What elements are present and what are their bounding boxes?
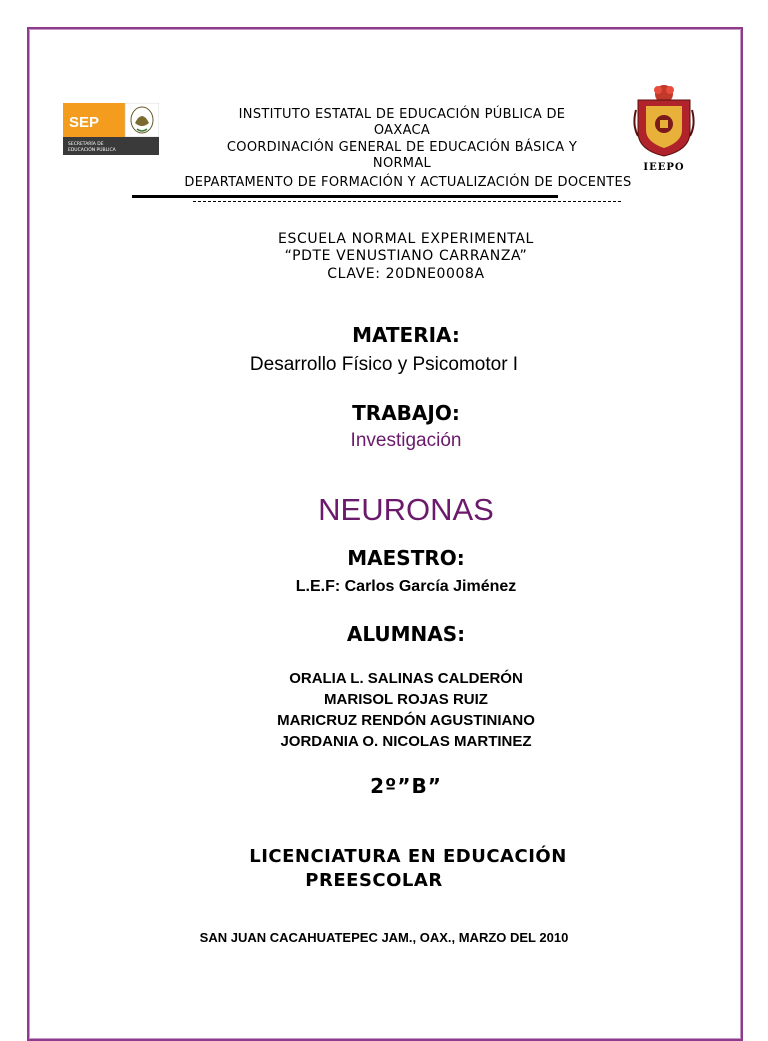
work-label: TRABAJO: bbox=[352, 401, 460, 425]
header-dashed-rule bbox=[193, 201, 621, 202]
student-name: MARICRUZ RENDÓN AGUSTINIANO bbox=[277, 712, 535, 729]
header-rule bbox=[132, 195, 558, 198]
degree-line-2: PREESCOLAR bbox=[305, 870, 443, 891]
school-name: ESCUELA NORMAL EXPERIMENTAL bbox=[278, 231, 534, 247]
teacher-name: L.E.F: Carlos García Jiménez bbox=[295, 578, 517, 595]
group-label: 2º”B” bbox=[370, 774, 442, 798]
student-name: ORALIA L. SALINAS CALDERÓN bbox=[289, 670, 523, 687]
sep-logo-subtitle-1: SECRETARÍA DE bbox=[68, 142, 104, 147]
header-line-1: INSTITUTO ESTATAL DE EDUCACIÓN PÚBLICA DE bbox=[238, 107, 566, 122]
sep-logo-subtitle-2: EDUCACIÓN PÚBLICA bbox=[68, 148, 116, 153]
work-value: Investigación bbox=[350, 430, 462, 451]
student-name: JORDANIA O. NICOLAS MARTINEZ bbox=[280, 733, 532, 750]
header-line-2: OAXACA bbox=[373, 123, 431, 138]
degree-line-1: LICENCIATURA EN EDUCACIÓN bbox=[249, 846, 567, 867]
teacher-label: MAESTRO: bbox=[347, 546, 465, 570]
place-date-footer: SAN JUAN CACAHUATEPEC JAM., OAX., MARZO DEL 2010 bbox=[199, 930, 569, 945]
header-line-3: COORDINACIÓN GENERAL DE EDUCACIÓN BÁSICA Y bbox=[226, 140, 578, 155]
school-named-after: “PDTE VENUSTIANO CARRANZA” bbox=[284, 248, 528, 264]
ieepo-logo-text: IEEPO bbox=[643, 162, 685, 172]
subject-label: MATERIA: bbox=[352, 323, 460, 347]
sep-logo-text: SEP bbox=[69, 114, 100, 131]
header-line-4: NORMAL bbox=[372, 156, 432, 171]
topic-title: NEURONAS bbox=[318, 492, 494, 527]
students-label: ALUMNAS: bbox=[346, 622, 466, 646]
subject-value: Desarrollo Físico y Psicomotor I bbox=[249, 354, 519, 375]
school-code: CLAVE: 20DNE0008A bbox=[327, 266, 485, 282]
header-line-5: DEPARTAMENTO DE FORMACIÓN Y ACTUALIZACIÓN DE DOCENTES bbox=[184, 175, 632, 190]
student-name: MARISOL ROJAS RUIZ bbox=[324, 691, 488, 708]
